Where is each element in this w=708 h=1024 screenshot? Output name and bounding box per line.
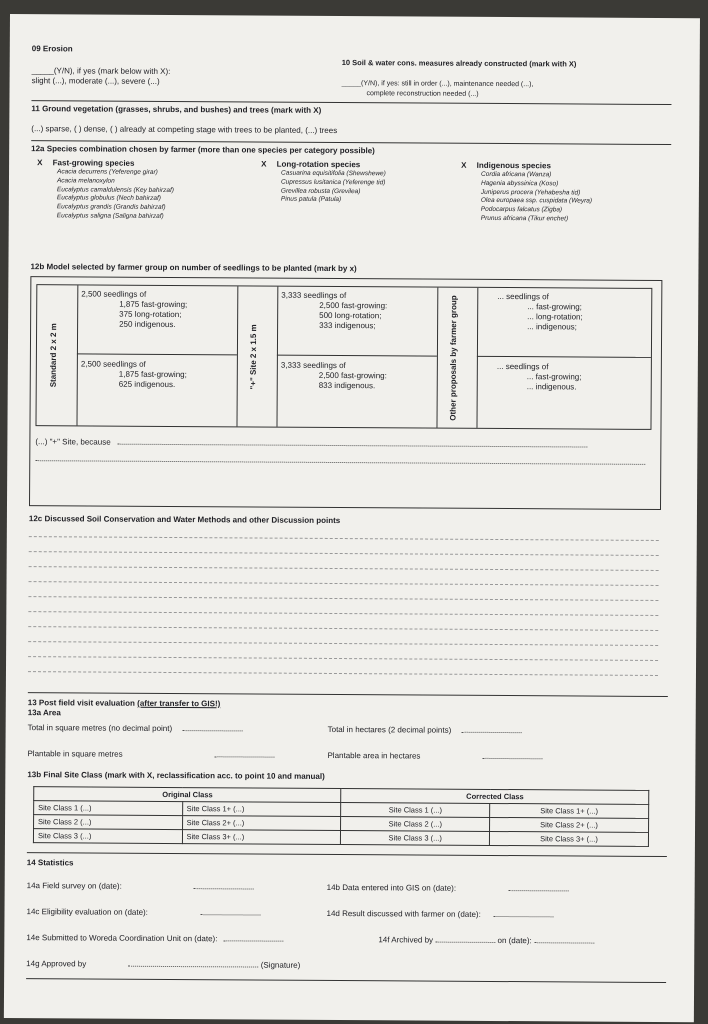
text: 2,500 fast-growing: bbox=[319, 300, 388, 311]
species-item: Pinus patula (Patula) bbox=[280, 195, 342, 204]
writing-line[interactable] bbox=[29, 566, 659, 571]
text: 250 indigenous. bbox=[119, 319, 176, 330]
writing-line[interactable] bbox=[29, 551, 659, 556]
eligibility-row bbox=[26, 906, 260, 918]
species-title: 12a Species combination chosen by farmer (more than one species per category possible) bbox=[31, 144, 375, 156]
writing-line[interactable] bbox=[28, 626, 658, 631]
writing-line[interactable] bbox=[28, 641, 658, 646]
site-option-2 bbox=[281, 361, 431, 392]
site-class-cell[interactable]: Site Class 2 (...) bbox=[341, 817, 490, 832]
site-class-cell[interactable]: Site Class 1+ (...) bbox=[182, 802, 341, 817]
total-ha-row bbox=[328, 724, 522, 736]
evaluation-title-note: (after transfer to GIS!) bbox=[137, 698, 221, 709]
approved-row bbox=[26, 958, 300, 971]
paper-sheet bbox=[4, 14, 700, 1022]
model-grid bbox=[35, 284, 652, 430]
text: ... fast-growing; bbox=[527, 302, 582, 312]
site-class-table bbox=[33, 786, 649, 847]
result-discussed-label: 14d Result discussed with farmer on (date): bbox=[326, 908, 481, 919]
evaluation-title: 13 Post field visit evaluation bbox=[27, 698, 135, 708]
site-label: "+" Site 2 x 1.5 m bbox=[248, 323, 259, 390]
standard-option-1 bbox=[81, 289, 231, 330]
text: 1,875 fast-growing; bbox=[119, 299, 188, 310]
approved-label: 14g Approved by bbox=[26, 959, 87, 969]
long-rotation-column bbox=[261, 160, 461, 206]
writing-line[interactable] bbox=[28, 656, 658, 661]
species-item: Eucalyptus saligna (Saligna bahirzaf) bbox=[56, 212, 164, 220]
total-sqm-label: Total in square metres (no decimal point) bbox=[27, 723, 173, 734]
text: ... seedlings of bbox=[497, 291, 549, 302]
table-row bbox=[33, 829, 648, 847]
other-proposals-label: Other proposals by farmer group bbox=[448, 295, 459, 421]
text: ... indigenous. bbox=[526, 382, 577, 392]
text: 833 indigenous. bbox=[318, 380, 376, 391]
text: ... fast-growing; bbox=[526, 372, 582, 382]
divider bbox=[26, 978, 666, 983]
section-ground-vegetation bbox=[31, 104, 671, 138]
section-species bbox=[31, 144, 671, 223]
discussion-title: 12c Discussed Soil Conservation and Water Methods and other Discussion points bbox=[28, 514, 341, 526]
result-discussed-row bbox=[326, 908, 553, 920]
other-option-1 bbox=[497, 292, 647, 333]
species-item: Hagenia abyssinica (Koso) bbox=[480, 179, 559, 188]
standard-option-2 bbox=[81, 359, 231, 390]
plantable-ha-row bbox=[327, 750, 542, 762]
fast-growing-mark: X bbox=[37, 158, 43, 168]
site-class-cell[interactable]: Site Class 3+ (...) bbox=[182, 830, 341, 845]
submitted-row bbox=[26, 932, 283, 945]
field-survey-row bbox=[27, 880, 254, 892]
soil-water-line1: _____(Y/N), if yes: still in order (...), maintenance needed (...), bbox=[341, 80, 534, 89]
site-class-cell[interactable]: Site Class 3 (...) bbox=[341, 831, 490, 846]
erosion-title: 09 Erosion bbox=[31, 44, 73, 54]
text: 3,333 seedlings of bbox=[280, 360, 346, 371]
other-option-2 bbox=[497, 362, 647, 393]
text: 3,333 seedlings of bbox=[281, 290, 347, 301]
text: ... seedlings of bbox=[496, 361, 549, 372]
species-item: Grevillea robusta (Grevilea) bbox=[280, 187, 361, 195]
text: 2,500 seedlings of bbox=[81, 289, 147, 299]
species-item: Eucalyptus grandis (Grandis bahirzaf) bbox=[56, 203, 166, 212]
archived-row bbox=[378, 934, 594, 946]
text: ... indigenous; bbox=[527, 322, 577, 332]
site-class-cell[interactable]: Site Class 1+ (...) bbox=[490, 803, 649, 818]
plantable-ha-label: Plantable area in hectares bbox=[327, 750, 421, 761]
archived-date-label: on (date): bbox=[497, 935, 532, 946]
site-class-cell[interactable]: Site Class 1 (...) bbox=[341, 803, 490, 818]
writing-line[interactable] bbox=[28, 596, 658, 601]
ground-vegetation-options: (...) sparse, ( ) dense, ( ) already at competing stage with trees to be planted, (...) trees bbox=[31, 124, 338, 136]
section-statistics bbox=[26, 858, 667, 970]
writing-line[interactable] bbox=[28, 611, 658, 616]
divider bbox=[28, 692, 668, 697]
text: 1,875 fast-growing; bbox=[118, 369, 187, 380]
divider bbox=[27, 852, 667, 857]
long-rotation-heading: Long-rotation species bbox=[276, 159, 361, 170]
model-title: 12b Model selected by farmer group on number of seedlings to be planted (mark by x) bbox=[30, 262, 357, 274]
species-item: Eucalyptus globulus (Nech bahirzaf) bbox=[56, 194, 161, 203]
species-item: Cupressus lusitanica (Yeferenge tid) bbox=[280, 178, 386, 187]
site-class-cell[interactable]: Site Class 2+ (...) bbox=[490, 817, 649, 832]
original-class-header: Original Class bbox=[34, 787, 342, 803]
eligibility-label: 14c Eligibility evaluation on (date): bbox=[26, 907, 148, 917]
species-item: Acacia decurrens (Yeferenge girar) bbox=[57, 168, 158, 176]
species-item: Casuarina equisitifolia (Shewshewe) bbox=[281, 169, 386, 178]
site-class-cell[interactable]: Site Class 2+ (...) bbox=[182, 816, 341, 831]
site-option-1 bbox=[281, 291, 431, 332]
field-survey-label: 14a Field survey on (date): bbox=[26, 881, 122, 891]
long-rotation-mark: X bbox=[261, 159, 267, 169]
section-discussion bbox=[29, 514, 669, 528]
area-title: 13a Area bbox=[27, 708, 61, 718]
final-site-class-title: 13b Final Site Class (mark with X, reclassification acc. to point 10 and manual) bbox=[27, 770, 325, 781]
indigenous-mark: X bbox=[461, 160, 467, 170]
site-class-cell[interactable]: Site Class 3 (...) bbox=[33, 829, 182, 844]
site-class-cell[interactable]: Site Class 2 (...) bbox=[34, 815, 183, 830]
writing-line[interactable] bbox=[29, 581, 659, 586]
gis-entry-label: 14b Data entered into GIS on (date): bbox=[326, 882, 457, 893]
writing-line[interactable] bbox=[29, 536, 659, 541]
signature-label: (Signature) bbox=[260, 960, 301, 970]
long-rotation-list bbox=[281, 170, 461, 206]
site-class-cell[interactable]: Site Class 3+ (...) bbox=[489, 831, 648, 846]
form-page bbox=[26, 44, 672, 1008]
erosion-line1: _____(Y/N), if yes (mark below with X): bbox=[31, 66, 171, 76]
indigenous-heading: Indigenous species bbox=[476, 160, 551, 171]
section-model bbox=[30, 262, 670, 276]
ground-vegetation-title: 11 Ground vegetation (grasses, shrubs, and bushes) and trees (mark with X) bbox=[31, 104, 322, 115]
species-item: Podocarpus falcatus (Zigba) bbox=[480, 205, 563, 214]
text: 625 indigenous. bbox=[118, 379, 176, 390]
text: 333 indigenous; bbox=[319, 320, 376, 331]
statistics-title: 14 Statistics bbox=[26, 858, 74, 868]
fast-growing-list bbox=[57, 168, 237, 222]
archived-label: 14f Archived by bbox=[378, 935, 434, 945]
species-item: Juniperus procera (Yehabesha tid) bbox=[480, 188, 581, 197]
text: 2,500 fast-growing: bbox=[318, 370, 387, 381]
species-item: Cordia africana (Wanza) bbox=[481, 170, 552, 179]
text: 2,500 seedlings of bbox=[80, 359, 146, 369]
fast-growing-heading: Fast-growing species bbox=[52, 158, 135, 168]
corrected-class-header: Corrected Class bbox=[341, 789, 649, 805]
site-because-label: (...) "+" Site, because bbox=[35, 437, 111, 447]
standard-label: Standard 2 x 2 m bbox=[48, 323, 59, 388]
total-ha-label: Total in hectares (2 decimal points) bbox=[327, 724, 452, 735]
erosion-line2: slight (...), moderate (...), severe (...) bbox=[31, 76, 160, 86]
site-because-row bbox=[35, 436, 675, 465]
species-item: Prunus africana (Tikur enchet) bbox=[480, 214, 569, 223]
gis-entry-row bbox=[327, 882, 569, 894]
soil-water-title: 10 Soil & water cons. measures already constructed (mark with X) bbox=[341, 58, 577, 69]
species-item: Acacia melanoxylon bbox=[56, 177, 115, 185]
text: 500 long-rotation; bbox=[319, 310, 382, 321]
fast-growing-column bbox=[37, 158, 237, 222]
text: 375 long-rotation; bbox=[119, 309, 182, 320]
species-item: Eucalyptus camaldulensis (Key bahirzaf) bbox=[56, 185, 175, 194]
soil-water-line2: complete reconstruction needed (...) bbox=[366, 90, 479, 98]
submitted-label: 14e Submitted to Woreda Coordination Unit on (date): bbox=[26, 933, 218, 944]
site-class-cell[interactable]: Site Class 1 (...) bbox=[34, 801, 183, 816]
plantable-sqm-label: Plantable in square metres bbox=[27, 749, 123, 759]
species-item: Olea europaea ssp. cuspidata (Weyra) bbox=[480, 197, 593, 205]
section-evaluation bbox=[27, 698, 668, 781]
total-sqm-row bbox=[28, 722, 243, 734]
text: ... long-rotation; bbox=[527, 312, 583, 322]
indigenous-column bbox=[461, 161, 671, 225]
writing-line[interactable] bbox=[28, 671, 658, 676]
discussion-lines bbox=[32, 44, 672, 48]
indigenous-list bbox=[481, 171, 671, 225]
plantable-sqm-row bbox=[27, 748, 274, 761]
